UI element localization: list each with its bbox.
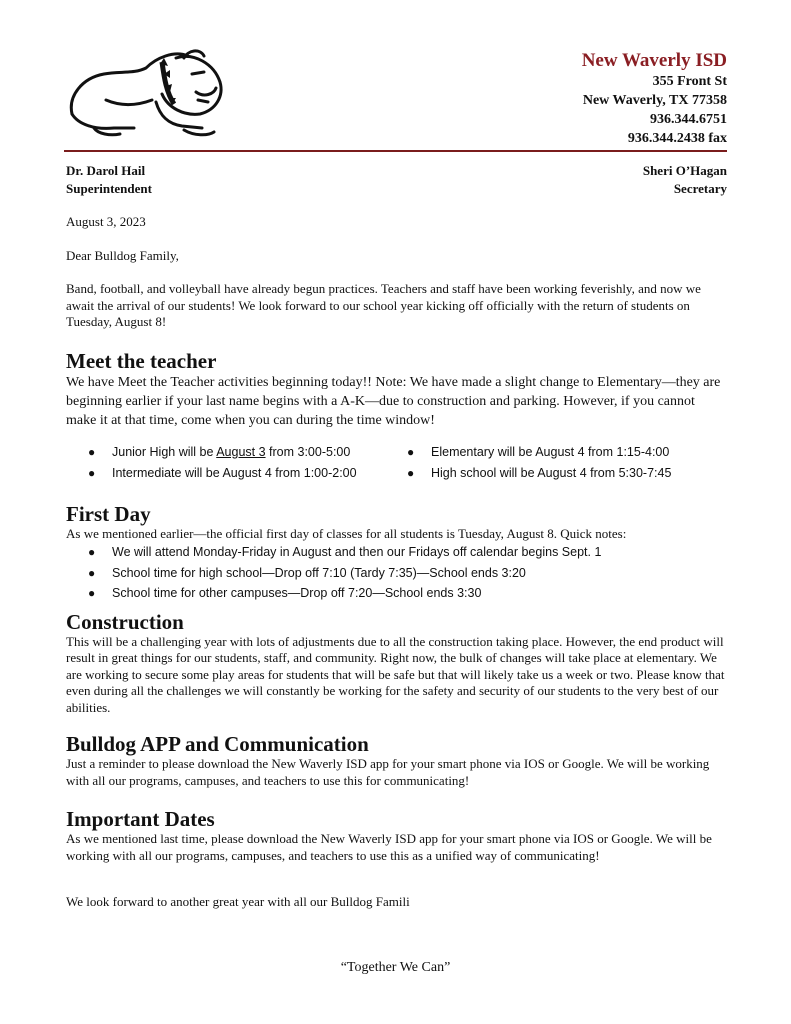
phone-number: 936.344.6751: [650, 112, 727, 127]
section-bulldog-app: [66, 732, 726, 789]
section-body: As we mentioned earlier—the official first day of classes for all students is Tuesday, August 8. Quick notes:: [66, 525, 627, 541]
date-link: August 3: [216, 444, 266, 459]
secretary-name: Sheri O’Hagan: [642, 163, 727, 178]
section-first-day: [66, 502, 726, 604]
letter-body: [66, 214, 726, 911]
bulldog-mascot-icon: [64, 44, 226, 140]
letter-intro: Band, football, and volleyball have already begun practices. Teachers and staff have been working feverishly, and now we await the arrival of our students! We look forward to our school year kicking off officially with the return of students on Tuesday, August 8!: [66, 281, 701, 329]
bullet-icon: ●: [88, 465, 96, 480]
bullet-icon: ●: [88, 565, 96, 580]
superintendent-title: Superintendent: [66, 181, 152, 196]
bullet-icon: ●: [88, 586, 96, 600]
letter-greeting: Dear Bulldog Family,: [66, 247, 179, 263]
superintendent-block: [66, 162, 152, 198]
list-item: ● Intermediate will be August 4 from 1:00-2:00: [88, 463, 407, 484]
section-body: This will be a challenging year with lots of adjustments due to all the construction taking place. However, the end product will result in great things for our students, staff, and community. Right now, the bulk of changes will take place at elementary. We are working to secure some play areas for students that will be safe but that will likely take us a week or two. Please know that even during all the challenges we will constantly be working for the safety and security of our students to the very best of our abilities.: [66, 633, 725, 715]
bullet-icon: ●: [88, 545, 96, 559]
list-item: ● Elementary will be August 4 from 1:15-4:00: [407, 442, 726, 463]
schedule-list: [66, 442, 726, 484]
list-item: ● High school will be August 4 from 5:30-7:45: [407, 463, 726, 484]
letter-date: August 3, 2023: [66, 214, 146, 229]
section-important-dates: [66, 807, 726, 864]
secretary-title: Secretary: [673, 181, 727, 196]
section-meet-the-teacher: [66, 349, 726, 484]
secretary-block: [643, 162, 727, 198]
district-motto: “Together We Can”: [340, 960, 451, 975]
section-construction: [66, 610, 726, 717]
list-item: ● Junior High will be August 3 from 3:00-5:00: [88, 442, 407, 463]
section-body: We have Meet the Teacher activities beginning today!! Note: We have made a slight change to Elementary—they are beginning earlier if your last name begins with a A-K—due to construction and parking. However, if you cannot make it at that time, come when you can during the time window!: [66, 374, 721, 428]
section-heading: Important Dates: [66, 807, 215, 831]
superintendent-name: Dr. Darol Hail: [66, 163, 146, 178]
list-item: ● School time for other campuses—Drop off 7:20—School ends 3:30: [88, 583, 726, 604]
bullet-icon: ●: [407, 444, 415, 459]
section-body: Just a reminder to please download the New Waverly ISD app for your smart phone via IOS or Google. We will be working with all our programs, campuses, and teachers to use this for communicating!: [66, 756, 710, 788]
address-street: 355 Front St: [652, 74, 727, 89]
section-heading: First Day: [66, 501, 151, 526]
letter-closing: We look forward to another great year with all our Bulldog Famili: [66, 894, 410, 909]
bullet-icon: ●: [88, 444, 96, 459]
list-item: ● We will attend Monday-Friday in August and then our Fridays off calendar begins Sept. 1: [88, 542, 726, 563]
section-heading: Bulldog APP and Communication: [66, 732, 369, 756]
fax-number: 936.344.2438 fax: [627, 131, 727, 146]
section-body: As we mentioned last time, please download the New Waverly ISD app for your smart phone via IOS or Google. We will be working with all our programs, campuses, and teachers to use this as a unified way of communicating!: [66, 831, 712, 863]
list-item: ● School time for high school—Drop off 7:10 (Tardy 7:35)—School ends 3:20: [88, 563, 726, 584]
header-divider: [64, 150, 727, 152]
address-city: New Waverly, TX 77358: [582, 93, 727, 108]
section-heading: Meet the teacher: [66, 348, 217, 373]
quick-notes-list: [66, 542, 726, 604]
section-heading: Construction: [66, 609, 184, 634]
district-address-block: [582, 50, 727, 148]
bullet-icon: ●: [407, 465, 415, 480]
district-name: New Waverly ISD: [581, 50, 727, 71]
